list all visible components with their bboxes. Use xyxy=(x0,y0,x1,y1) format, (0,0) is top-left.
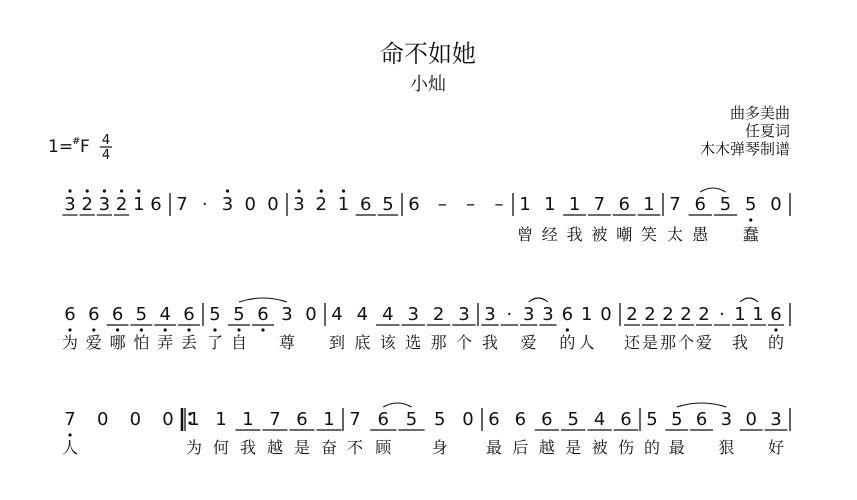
note: 2 xyxy=(680,304,692,325)
lyric-char: 那 xyxy=(659,333,677,352)
lyric-char: 是 xyxy=(293,438,311,457)
octave-dot-low xyxy=(92,328,95,331)
lyric-char: 蠢 xyxy=(742,225,759,244)
lyric-char: 爱 xyxy=(695,333,713,352)
note: 0 xyxy=(600,304,612,325)
lyric-char: 狠 xyxy=(718,438,735,457)
note: 2 xyxy=(698,304,710,325)
key-signature xyxy=(48,136,90,157)
lyric-char: 奋 xyxy=(320,438,338,457)
note: 2 xyxy=(432,304,445,325)
lyric-char: 是 xyxy=(641,333,659,352)
lyric-char: 爱 xyxy=(520,333,537,352)
note: 6 xyxy=(514,409,527,430)
note: 7 xyxy=(176,194,188,215)
note: 1 xyxy=(519,194,531,215)
note: 0 xyxy=(305,304,317,325)
note: 6 xyxy=(257,304,269,325)
note: 2 xyxy=(662,304,674,325)
note: 7 xyxy=(669,194,681,215)
key-note: F xyxy=(80,137,90,157)
octave-dot-low xyxy=(749,218,752,221)
note: 0 xyxy=(462,409,474,430)
note: 1 xyxy=(337,194,350,215)
note: 3 xyxy=(484,304,496,325)
lyric-char: 爱 xyxy=(85,333,102,352)
note: 6 xyxy=(408,194,420,215)
score-systems xyxy=(62,188,790,457)
lyricist-credit: 任夏词 xyxy=(744,122,790,140)
note: – xyxy=(494,194,504,215)
octave-dot-low xyxy=(213,328,216,331)
note: 3 xyxy=(293,194,305,215)
lyric-char: 越 xyxy=(538,438,555,457)
lyric-char: 我 xyxy=(481,333,499,352)
key-prefix: 1= xyxy=(48,137,74,157)
system-2 xyxy=(62,298,790,352)
lyric-char: 自 xyxy=(230,333,248,352)
measure xyxy=(176,189,278,215)
note: 1 xyxy=(544,194,556,215)
octave-dot-low xyxy=(774,328,777,331)
note: 3 xyxy=(281,304,293,325)
note: 0 xyxy=(96,409,109,430)
lyric-char: 弄 xyxy=(157,333,174,352)
measure xyxy=(624,298,784,352)
note: 7 xyxy=(269,409,281,430)
note: 5 xyxy=(434,409,446,430)
octave-dot-high xyxy=(297,189,300,192)
note: 7 xyxy=(349,409,361,430)
octave-dot-high xyxy=(86,189,89,192)
note: 3 xyxy=(407,304,419,325)
note: 1 xyxy=(734,304,746,325)
time-signature xyxy=(100,133,112,163)
note: – xyxy=(437,194,447,215)
lyric-char: 身 xyxy=(431,438,448,457)
note: 6 xyxy=(183,304,195,325)
note: 1 xyxy=(242,409,254,430)
lyric-char: 曾 xyxy=(516,225,534,244)
note: 6 xyxy=(377,409,389,430)
lyric-char: 我 xyxy=(239,438,257,457)
note: 0 xyxy=(162,409,174,430)
note: 1 xyxy=(580,304,593,325)
octave-dot-high xyxy=(103,189,106,192)
measure xyxy=(186,409,342,457)
note: 5 xyxy=(719,194,732,215)
note: · xyxy=(201,194,208,215)
octave-dot-low xyxy=(140,328,143,331)
lyric-char: 怕 xyxy=(133,333,150,352)
note: 2 xyxy=(315,194,327,215)
note: 1 xyxy=(323,409,335,430)
lyric-char: 尊 xyxy=(278,333,296,352)
key-sharp: # xyxy=(72,136,81,147)
measure xyxy=(62,304,200,352)
note: 6 xyxy=(561,304,574,325)
note: · xyxy=(719,304,725,325)
lyric-char: 那 xyxy=(430,333,447,352)
slur xyxy=(383,403,411,407)
lyric-char: 最 xyxy=(485,438,503,457)
note: 4 xyxy=(593,409,606,430)
note: 2 xyxy=(644,304,656,325)
note: 6 xyxy=(111,304,124,325)
lyric-char: 愚 xyxy=(692,225,709,244)
lyric-char: 丢 xyxy=(180,333,198,352)
note: 6 xyxy=(694,194,706,215)
time-top: 4 xyxy=(101,133,111,148)
lyric-char: 伤 xyxy=(617,438,635,457)
song-artist: 小灿 xyxy=(410,74,446,95)
note: 6 xyxy=(296,409,308,430)
octave-dot-high xyxy=(120,189,123,192)
lyric-char: 太 xyxy=(666,225,684,244)
lyric-char: 越 xyxy=(266,438,284,457)
note: 3 xyxy=(720,409,733,430)
note: 4 xyxy=(382,304,394,325)
note: 5 xyxy=(382,194,394,215)
note: 5 xyxy=(233,304,245,325)
measure xyxy=(62,189,161,215)
octave-dot-low xyxy=(261,328,264,331)
note: 3 xyxy=(221,194,234,215)
lyric-char: 为 xyxy=(185,438,203,457)
measure xyxy=(207,298,317,352)
lyric-char: 为 xyxy=(61,333,79,352)
note: 4 xyxy=(356,304,369,325)
octave-dot-high xyxy=(68,189,71,192)
octave-dot-low xyxy=(566,328,569,331)
note: 3 xyxy=(522,304,535,325)
slur xyxy=(529,298,548,302)
note: 1 xyxy=(752,304,764,325)
measure xyxy=(329,304,476,352)
lyric-char: 底 xyxy=(354,333,371,352)
lyric-char: 经 xyxy=(541,225,558,244)
note: 5 xyxy=(646,409,658,430)
lyric-char: 该 xyxy=(379,333,396,352)
lyric-char: 不 xyxy=(346,438,364,457)
octave-dot-high xyxy=(226,189,229,192)
lyric-char: 何 xyxy=(212,438,230,457)
note: · xyxy=(506,304,513,325)
lyric-char: 嘲 xyxy=(616,225,633,244)
lyric-char: 的 xyxy=(643,438,661,457)
note: 1 xyxy=(133,194,145,215)
measure xyxy=(293,189,398,215)
measure xyxy=(486,409,638,457)
note: 2 xyxy=(81,194,93,215)
lyric-char: 个 xyxy=(455,333,473,352)
measure xyxy=(62,409,174,457)
octave-dot-low xyxy=(68,433,71,436)
note: 6 xyxy=(88,304,100,325)
note: 0 xyxy=(244,194,256,215)
lyric-char: 被 xyxy=(591,438,608,457)
system-1 xyxy=(62,188,790,244)
note: 3 xyxy=(98,194,111,215)
note: 0 xyxy=(745,409,757,430)
lyric-char: 了 xyxy=(206,333,224,352)
lyric-char: 笑 xyxy=(640,225,658,244)
song-title: 命不如她 xyxy=(380,40,476,68)
note: 6 xyxy=(541,409,553,430)
note: 3 xyxy=(64,194,76,215)
lyric-char: 哪 xyxy=(109,333,126,352)
lyric-char: 人 xyxy=(578,333,595,352)
note: 6 xyxy=(770,304,782,325)
time-bottom: 4 xyxy=(101,148,111,163)
slur xyxy=(677,403,727,407)
octave-dot-high xyxy=(342,189,345,192)
lyric-char: 个 xyxy=(677,333,695,352)
note: 2 xyxy=(626,304,638,325)
note: 4 xyxy=(331,304,343,325)
note: 2 xyxy=(115,194,128,215)
lyric-char: 最 xyxy=(668,438,685,457)
measure xyxy=(517,194,660,244)
slur xyxy=(700,188,725,192)
note: – xyxy=(466,194,476,215)
slur xyxy=(740,298,758,302)
composer-credit: 曲多美曲 xyxy=(729,104,790,122)
lyric-char: 的 xyxy=(767,333,785,352)
note: 6 xyxy=(695,409,708,430)
measure xyxy=(408,194,503,215)
octave-dot-low xyxy=(237,328,240,331)
octave-dot-high xyxy=(137,189,140,192)
note: 5 xyxy=(567,409,579,430)
note: 6 xyxy=(618,194,630,215)
transcriber-credit: 木木弹琴制谱 xyxy=(699,140,790,158)
measure xyxy=(347,403,474,457)
measure xyxy=(667,188,782,244)
lyric-char: 后 xyxy=(512,438,529,457)
lyric-char: 好 xyxy=(767,438,785,457)
lyric-char: 还 xyxy=(623,333,641,352)
note: 1 xyxy=(643,194,655,215)
note: 5 xyxy=(405,409,418,430)
note: 3 xyxy=(770,409,782,430)
lyric-char: 我 xyxy=(566,225,583,244)
measure xyxy=(481,298,611,352)
octave-dot-high xyxy=(320,189,323,192)
note: 3 xyxy=(458,304,470,325)
lyric-char: 选 xyxy=(405,333,422,352)
note: 3 xyxy=(542,304,554,325)
note: 6 xyxy=(64,304,76,325)
note: 6 xyxy=(150,194,162,215)
octave-dot-low xyxy=(68,328,71,331)
note: 4 xyxy=(159,304,171,325)
note: 5 xyxy=(745,194,757,215)
note: 7 xyxy=(64,409,76,430)
system-3 xyxy=(62,403,790,457)
lyric-char: 到 xyxy=(328,333,346,352)
note: 1 xyxy=(568,194,581,215)
note: 0 xyxy=(129,409,142,430)
measure xyxy=(644,403,787,457)
lyric-char: 我 xyxy=(731,333,749,352)
lyric-char: 人 xyxy=(61,438,79,457)
octave-dot-low xyxy=(116,328,119,331)
lyric-char: 的 xyxy=(559,333,576,352)
lyric-char: 顾 xyxy=(375,438,392,457)
note: 6 xyxy=(360,194,372,215)
note: 0 xyxy=(267,194,279,215)
note: 5 xyxy=(135,304,148,325)
note: 6 xyxy=(488,409,500,430)
octave-dot-low xyxy=(164,328,167,331)
lyric-char: 是 xyxy=(565,438,582,457)
octave-dot-low xyxy=(187,328,190,331)
note: 1 xyxy=(188,409,200,430)
note: 5 xyxy=(671,409,683,430)
note: 1 xyxy=(215,409,227,430)
lyric-char: 被 xyxy=(591,225,608,244)
note: 5 xyxy=(209,304,221,325)
slur xyxy=(239,298,287,302)
note: 6 xyxy=(620,409,632,430)
note: 7 xyxy=(593,194,606,215)
note: 0 xyxy=(770,194,782,215)
